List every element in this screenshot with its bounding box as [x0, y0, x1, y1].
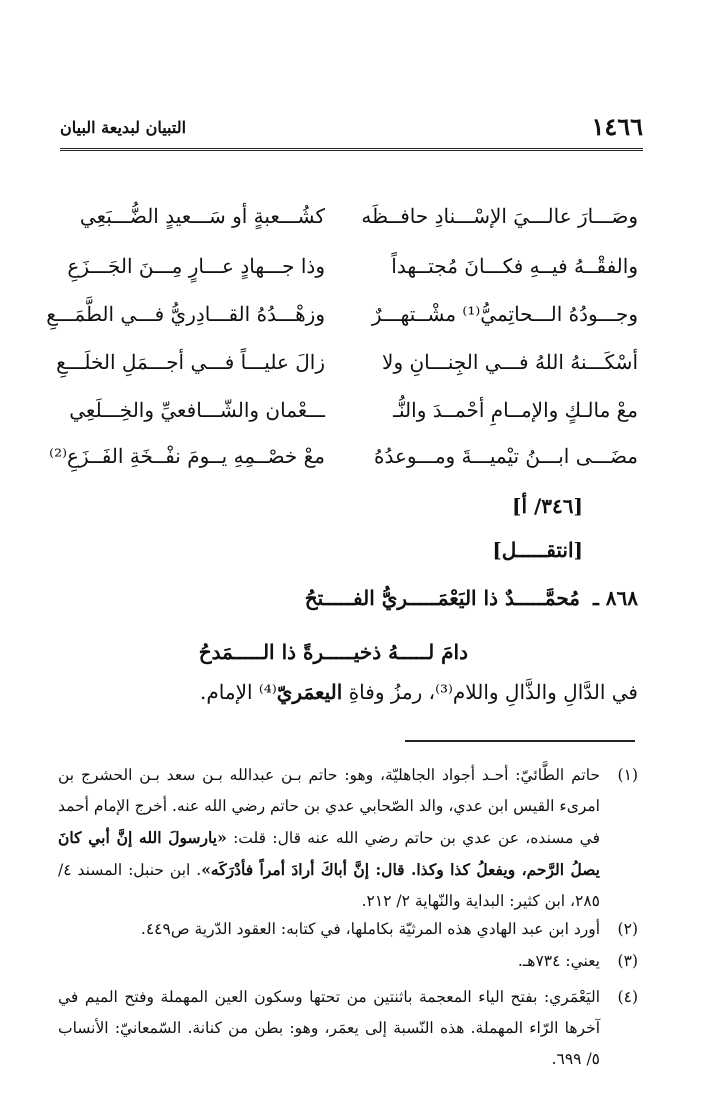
footnote-text-plain: حاتم الطَّائيّ: أحـد أجواد الجاهليّة، وهو: حاتم بـن عبدالله بـن سعد بـن الحشرج بن امرىء القيس ابن عدي، والد الصّحابي عدي بن حاتم رضي الله عنه. أخرج الإمام أحمد في مسنده، عن عدي بن حاتم رضي الله عنه قال: قلت: — [58, 766, 601, 847]
verse-right-3: وجـــودُهُ الـــحاتِميُّ⁽¹⁾ مشْــتهـــرٌ — [371, 302, 638, 326]
verse-left-2: وذا جـــهادٍ عـــارٍ مِـــنَ الجَـــزَعِ — [67, 254, 325, 278]
footnote-text — [58, 760, 600, 917]
entry-title: مُحمَّـــــدٌ ذا اليَعْمَـــــريُّ الفـــــتحُ — [304, 586, 580, 610]
footnote-text: اليَعْمَري: بفتح الياء المعجمة باثنتين من تحتها وسكون العين المهملة وفتح الميم في آخرها الرّاء المهملة. هذه النّسبة إلى يعمَر، وهو: بطن من كنانة. السّمعانيّ: الأنساب ٥/ ٦٩٩. — [58, 988, 600, 1068]
footnote-number: (٣) — [617, 952, 638, 970]
footnote-1 — [58, 760, 638, 917]
entry-subverse: دامَ لـــــهُ ذخيـــــرةً ذا الـــــمَدحُ — [198, 640, 468, 664]
footnote-2 — [58, 914, 638, 945]
page-header — [60, 112, 643, 151]
footnote-text-after: . ابن حنبل: المسند ٤/ ٢٨٥، ابن كثير: البداية والنّهاية ٢/ ٢١٢. — [58, 861, 600, 910]
verse-right-1: وصَـــارَ عالـــيَ الإسْـــنادِ حافــظَه — [361, 204, 638, 228]
verse-right-4: أسْكَـــنهُ اللهُ فـــي الجِنـــانِ ولا — [382, 350, 638, 374]
footnote-text: أورد ابن عبد الهادي هذه المرثيّة بكاملها، في كتابه: العقود الدّرية ص٤٤٩. — [140, 920, 600, 938]
footnote-number: (١) — [617, 766, 638, 784]
footnote-number: (٤) — [617, 988, 638, 1006]
footnote-number: (٢) — [617, 920, 638, 938]
verse-right-5: معْ مالـكٍ والإمــامِ أحْمــدَ والنُّـ — [393, 398, 638, 422]
footnote-text: يعني: ٧٣٤هـ. — [517, 952, 600, 970]
verse-right-2: والفقْــهُ فيــهِ فكـــانَ مُجتــهداً — [391, 254, 638, 278]
entry-body-plain: في الدَّالِ والذَّالِ واللام⁽³⁾، رمزُ وفاةِ — [342, 680, 638, 704]
entry-body-bold: اليعمَريّ — [276, 680, 343, 704]
page-number: ١٤٦٦ — [591, 112, 643, 141]
entry-number: ٨٦٨ ـ — [592, 586, 638, 610]
verse-left-5: ـــعْمان والشّـــافعيِّ والخِـــلَعِي — [69, 398, 325, 422]
footnote-hadith: «يارسولَ الله إنَّ أبي كانَ يصلُ الرَّحم، ويفعلُ كذا وكذا. قال: إنَّ أباكَ أرادَ أمراً فأدْرَكَه» — [58, 828, 600, 879]
verse-right-6: مضَـــى ابـــنُ تيْميـــةَ ومـــوعدُهُ — [374, 444, 638, 468]
footnote-divider — [405, 740, 635, 742]
entry-body-end: ⁽⁴⁾ الإمام. — [200, 680, 277, 704]
verse-left-3: وزهْـــدُهُ القـــادِريُّ فـــي الطَّمَـــعِ — [46, 302, 325, 326]
entry-heading — [305, 586, 638, 610]
verse-left-4: زالَ عليـــاً فـــي أجـــمَلِ الخلَـــعِ — [56, 350, 325, 374]
entry-body-line — [200, 680, 638, 704]
transition-marker: [انتقـــــل] — [492, 538, 583, 562]
running-title: التبيان لبديعة البيان — [60, 118, 187, 137]
footnote-3 — [58, 946, 638, 977]
footnote-4 — [58, 982, 638, 1075]
verse-left-1: كشُـــعبةٍ أو سَـــعيدٍ الضُّـــبَعِي — [79, 204, 325, 228]
verse-left-6: معْ خصْــمِهِ يــومَ نفْــخَةِ الفَــزَعِ⁽²⁾ — [49, 444, 325, 468]
folio-marker: [٣٤٦/ أ] — [512, 494, 583, 518]
